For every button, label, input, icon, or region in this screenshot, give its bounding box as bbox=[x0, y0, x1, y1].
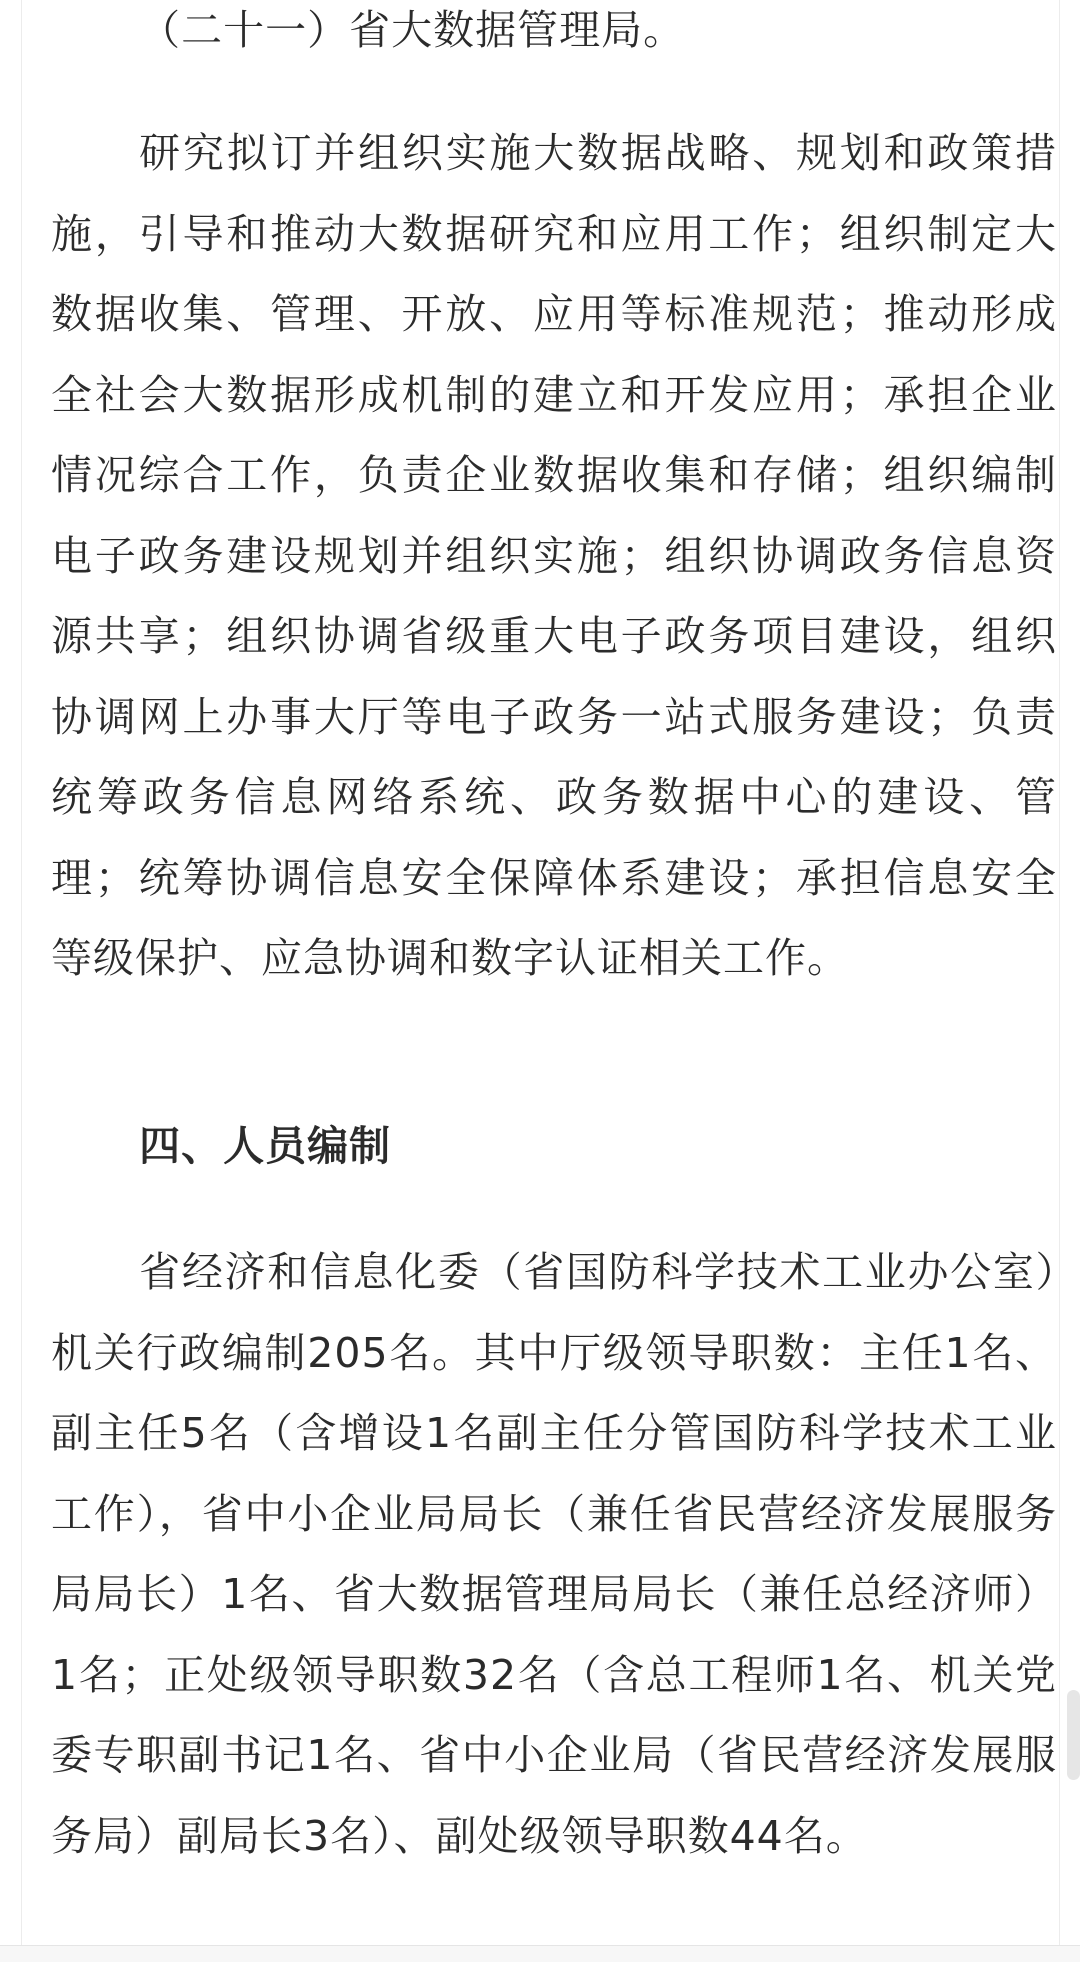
bottom-edge bbox=[0, 1945, 1080, 1962]
section-item-body: 研究拟订并组织实施大数据战略、规划和政策措施，引导和推动大数据研究和应用工作；组织制定大数据收集、管理、开放、应用等标准规范；推动形成全社会大数据形成机制的建立和开发应用；承担企业情况综合工作，负责企业数据收集和存储；组织编制电子政务建设规划并组织实施；组织协调政务信息资源共享；组织协调省级重大电子政务项目建设，组织协调网上办事大厅等电子政务一站式服务建设；负责统筹政务信息网络系统、政务数据中心的建设、管理；统筹协调信息安全保障体系建设；承担信息安全等级保护、应急协调和数字认证相关工作。 bbox=[51, 129, 1057, 982]
staffing-heading: 四、人员编制 bbox=[139, 1122, 392, 1170]
section-item-title: （二十一）省大数据管理局。 bbox=[139, 6, 686, 54]
staffing-body: 省经济和信息化委（省国防科学技术工业办公室）机关行政编制205名。其中厅级领导职数：主任1名、副主任5名（含增设1名副主任分管国防科学技术工业工作），省中小企业局局长（兼任省民营经济发展服务局局长）1名、省大数据管理局局长（兼任总经济师）1名；正处级领导职数32名（含总工程师1名、机关党委专职副书记1名、省中小企业局（省民营经济发展服务局）副局长3名）、副处级领导职数44名。 bbox=[51, 1248, 1057, 1860]
scrollbar-thumb[interactable] bbox=[1067, 1690, 1080, 1780]
document-page bbox=[21, 0, 1060, 1945]
